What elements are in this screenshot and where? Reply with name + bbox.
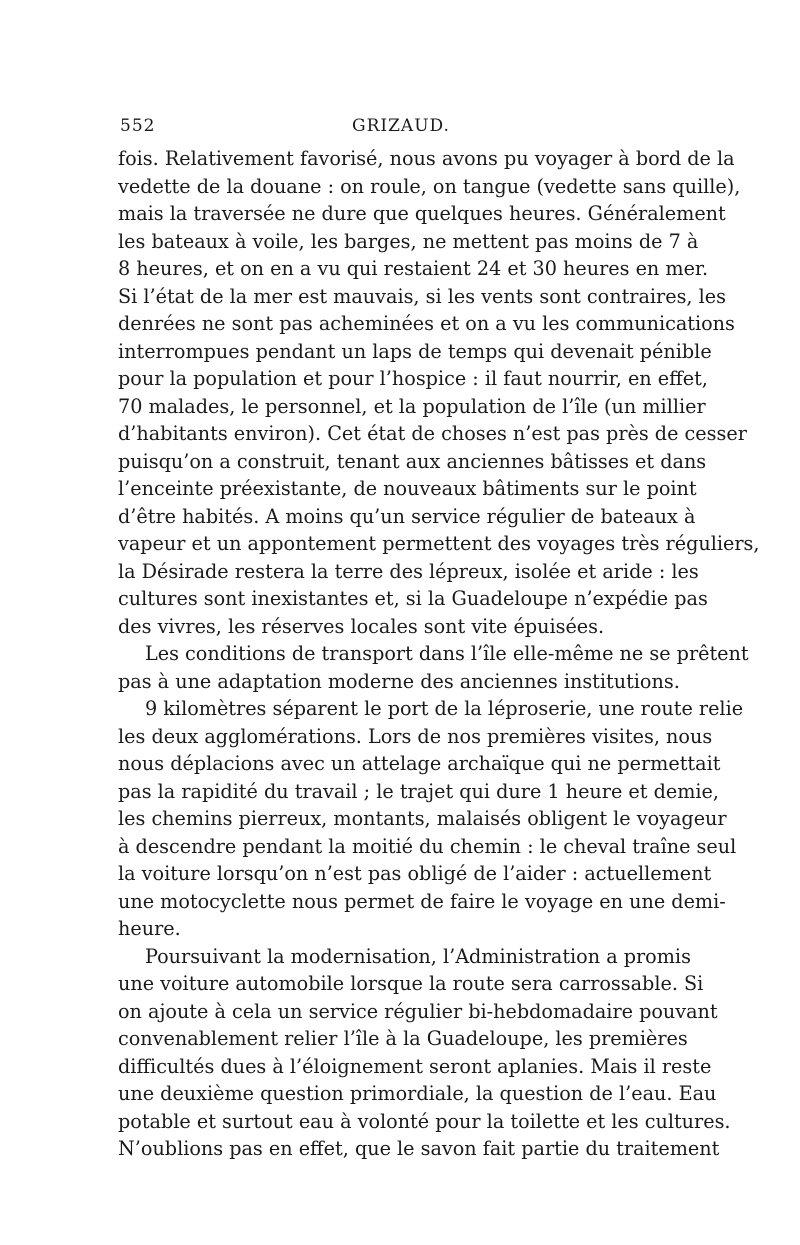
text-line: mais la traversée ne dure que quelques heures. Généralement (118, 202, 726, 225)
text-line: les chemins pierreux, montants, malaisés obligent le voyageur (118, 807, 727, 830)
text-line: pour la population et pour l’hospice : il faut nourrir, en effet, (118, 367, 708, 390)
text-line: une voiture automobile lorsque la route sera carrossable. Si (118, 972, 704, 995)
text-line: heure. (118, 917, 181, 940)
text-line: Si l’état de la mer est mauvais, si les vents sont contraires, les (118, 284, 726, 308)
text-line: d’habitants environ). Cet état de choses n’est pas près de cesser (118, 422, 747, 445)
text-line: vedette de la douane : on roule, on tangue (vedette sans quille), (118, 174, 741, 198)
text-line: une motocyclette nous permet de faire le voyage en une demi- (118, 889, 726, 913)
text-line: les deux agglomérations. Lors de nos premières visites, nous (118, 724, 713, 748)
text-line: 9 kilomètres séparent le port de la léproserie, une route relie (145, 697, 744, 720)
text-line: une deuxième question primordiale, la question de l’eau. Eau (118, 1082, 717, 1105)
text-line: potable et surtout eau à volonté pour la toilette et les cultures. (118, 1109, 731, 1133)
page-number: 552 (120, 116, 156, 136)
text-line: Les conditions de transport dans l’île elle-même ne se prêtent (145, 642, 749, 665)
text-line: convenablement relier l’île à la Guadeloupe, les premières (118, 1027, 688, 1050)
text-line: puisqu’on a construit, tenant aux anciennes bâtisses et dans (118, 449, 707, 473)
text-line: pas à une adaptation moderne des anciennes institutions. (118, 669, 680, 693)
text-line: à descendre pendant la moitié du chemin : le cheval traîne seul (118, 834, 737, 858)
body-text (118, 145, 760, 1163)
text-line: interrompues pendant un laps de temps qui devenait pénible (118, 339, 712, 363)
text-line: des vivres, les réserves locales sont vite épuisées. (118, 614, 605, 638)
text-line: fois. Relativement favorisé, nous avons pu voyager à bord de la (118, 147, 735, 170)
text-line: nous déplacions avec un attelage archaïque qui ne permettait (118, 752, 721, 775)
text-line: pas la rapidité du travail ; le trajet qui dure 1 heure et demie, (118, 779, 719, 803)
text-line: Poursuivant la modernisation, l’Administration a promis (145, 944, 691, 968)
text-line: d’être habités. A moins qu’un service régulier de bateaux à (118, 504, 696, 528)
text-line: les bateaux à voile, les barges, ne mettent pas moins de 7 à (118, 229, 699, 253)
page-header (120, 116, 682, 140)
text-line: l’enceinte préexistante, de nouveaux bâtiments sur le point (118, 477, 697, 500)
text-line: la Désirade restera la terre des lépreux, isolée et aride : les (118, 559, 699, 583)
text-line: 8 heures, et on en a vu qui restaient 24 et 30 heures en mer. (118, 257, 709, 280)
text-line: vapeur et un appontement permettent des voyages très réguliers, (118, 532, 760, 555)
text-line: difficultés dues à l’éloignement seront aplanies. Mais il reste (118, 1054, 712, 1078)
text-line: 70 malades, le personnel, et la population de l’île (un millier (118, 394, 706, 418)
text-line: N’oublions pas en effet, que le savon fait partie du traitement (118, 1137, 720, 1160)
text-line: on ajoute à cela un service régulier bi-hebdomadaire pouvant (118, 999, 718, 1023)
text-line: cultures sont inexistantes et, si la Guadeloupe n’expédie pas (118, 587, 708, 610)
running-head: GRIZAUD. (352, 116, 450, 136)
text-line: denrées ne sont pas acheminées et on a vu les communications (118, 312, 735, 335)
text-line: la voiture lorsqu’on n’est pas obligé de l’aider : actuellement (118, 862, 712, 885)
